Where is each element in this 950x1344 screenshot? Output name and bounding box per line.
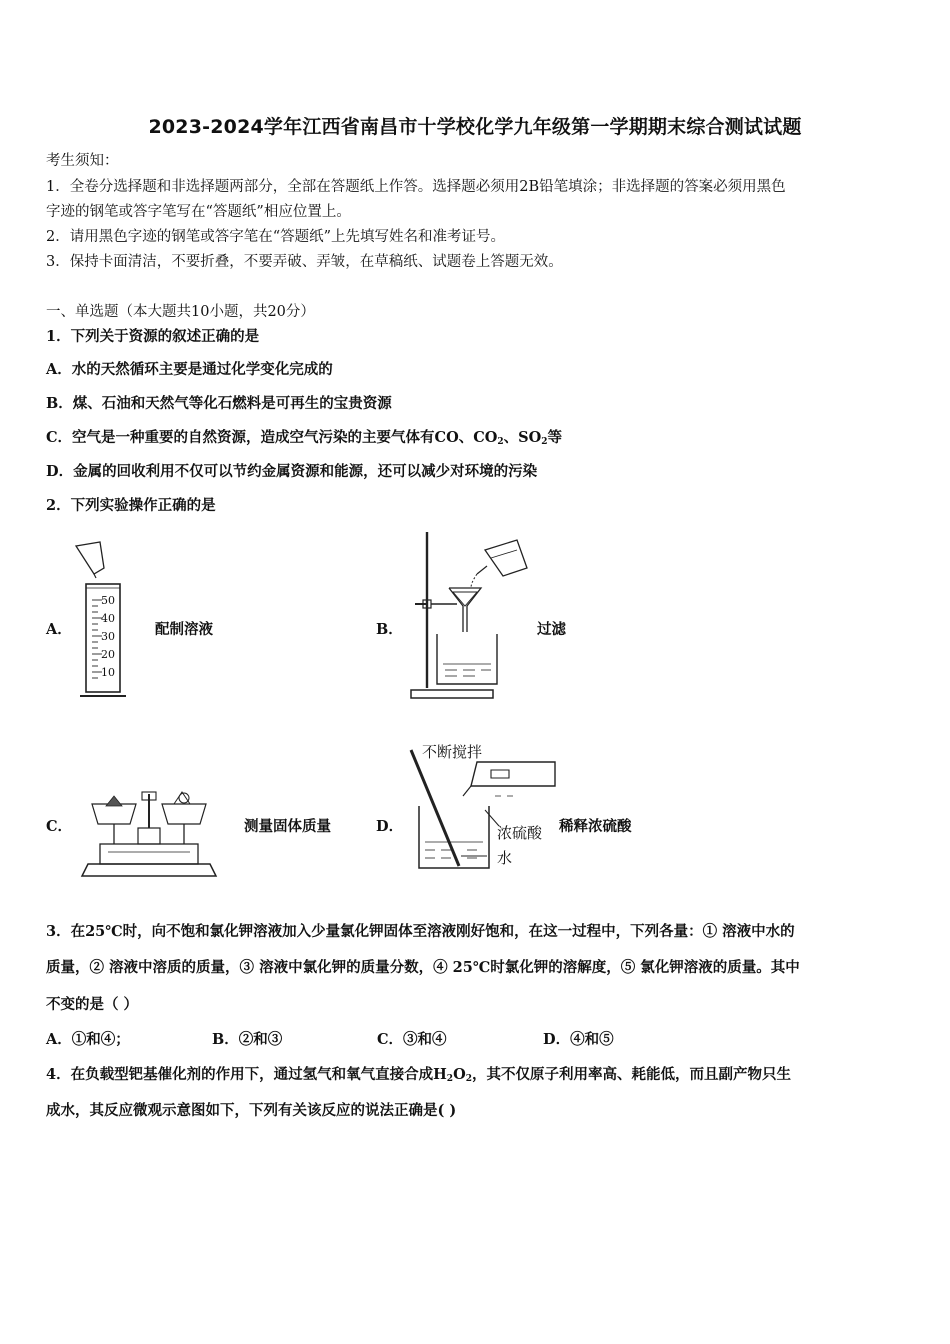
q2-option-b-letter: B． <box>376 621 403 638</box>
exam-title: 2023-2024学年江西省南昌市十学校化学九年级第一学期期末综合测试试题 <box>148 116 802 138</box>
q1-option-c <box>46 428 562 452</box>
q3-line-3: 不变的是（ ） <box>46 996 139 1013</box>
q2-option-a-letter: A． <box>46 621 72 638</box>
q1-option-c-sub-1: 2 <box>497 437 504 447</box>
notice-item-3: 3．保持卡面清洁，不要折叠，不要弄破、弄皱，在草稿纸、试题卷上答题无效。 <box>46 254 563 270</box>
q1-stem: 1．下列关于资源的叙述正确的是 <box>46 328 260 345</box>
q1-option-c-text-1: C．空气是一种重要的自然资源，造成空气污染的主要气体有CO、CO <box>46 429 498 446</box>
q1-option-a: A．水的天然循环主要是通过化学变化完成的 <box>46 361 333 378</box>
cylinder-tick-50: 50 <box>101 594 115 607</box>
q1-option-d: D．金属的回收利用不仅可以节约金属资源和能源，还可以减少对环境的污染 <box>46 463 538 480</box>
q2-option-d-label: 稀释浓硫酸 <box>559 818 632 835</box>
q2-option-a-label: 配制溶液 <box>155 621 213 638</box>
q4-line-1-text-1: 4．在负载型钯基催化剂的作用下，通过氢气和氧气直接合成H <box>46 1066 447 1083</box>
balance-figure <box>78 782 218 882</box>
q3-option-b: B．②和③ <box>212 1031 283 1048</box>
q3-option-d: D．④和⑤ <box>543 1031 614 1048</box>
cylinder-tick-10: 10 <box>101 666 115 679</box>
notice-item-2: 2．请用黑色字迹的钢笔或答字笔在“答题纸”上先填写姓名和准考证号。 <box>46 229 506 245</box>
q2-option-c-letter: C． <box>46 818 73 835</box>
q3-option-a: A．①和④； <box>46 1031 130 1048</box>
q4-line-2: 成水，其反应微观示意图如下，下列有关该反应的说法正确是( ) <box>46 1102 457 1119</box>
q3-line-1: 3．在25℃时，向不饱和氯化钾溶液加入少量氯化钾固体至溶液刚好饱和，在这一过程中，下列各量：① 溶液中水的 <box>46 923 795 940</box>
q2-option-c-label: 测量固体质量 <box>244 818 331 835</box>
q1-option-c-text-3: 等 <box>547 429 563 446</box>
notice-item-1-line-1: 1．全卷分选择题和非选择题两部分，全部在答题纸上作答。选择题必须用2B铅笔填涂；非选择题的答案必须用黑色 <box>46 179 786 195</box>
q1-option-c-sub-2: 2 <box>541 437 548 447</box>
cylinder-tick-30: 30 <box>101 630 115 643</box>
q2-option-d-letter: D． <box>376 818 404 835</box>
annotation-water: 水 <box>497 849 513 867</box>
q1-option-b: B．煤、石油和天然气等化石燃料是可再生的宝贵资源 <box>46 395 392 412</box>
q4-line-1-text-2: O <box>453 1066 466 1083</box>
filtration-figure <box>405 530 535 700</box>
q2-option-b-label: 过滤 <box>537 621 566 638</box>
q4-line-1 <box>46 1065 791 1089</box>
q4-line-1-sub-1: 2 <box>446 1074 454 1084</box>
cylinder-tick-40: 40 <box>101 612 115 625</box>
section-heading: 一、单选题（本大题共10小题，共20分） <box>46 304 315 320</box>
q4-line-1-sub-2: 2 <box>465 1074 472 1084</box>
q4-line-1-text-3: ，其不仅原子利用率高、耗能低，而且副产物只生 <box>471 1066 791 1083</box>
q3-option-c: C．③和④ <box>377 1031 447 1048</box>
cylinder-tick-20: 20 <box>101 648 115 661</box>
notice-heading: 考生须知： <box>46 153 119 169</box>
notice-item-1-line-2: 字迹的钢笔或答字笔写在“答题纸”相应位置上。 <box>46 204 351 220</box>
annotation-concentrated-acid: 浓硫酸 <box>497 824 543 842</box>
q3-line-2: 质量，② 溶液中溶质的质量，③ 溶液中氯化钾的质量分数，④ 25℃时氯化钾的溶解度，⑤ 氯化钾溶液的质量。其中 <box>46 959 800 976</box>
annotation-stir: 不断搅拌 <box>422 743 483 761</box>
q1-option-c-text-2: 、SO <box>503 429 542 446</box>
q2-stem: 2．下列实验操作正确的是 <box>46 497 216 514</box>
